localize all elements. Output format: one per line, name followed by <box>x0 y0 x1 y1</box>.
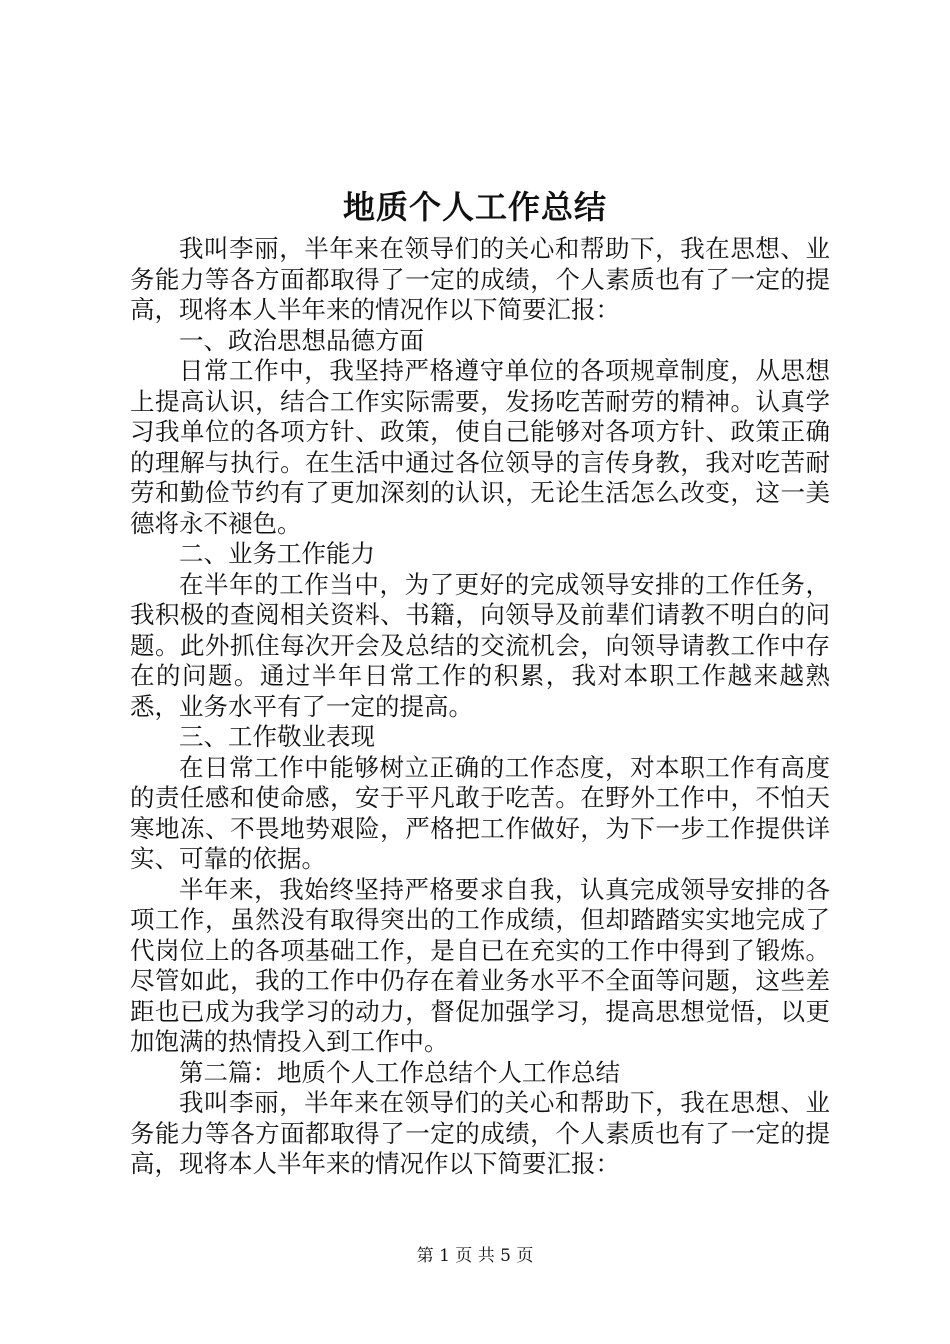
section-heading-political: 一、政治思想品德方面 <box>179 325 424 355</box>
paragraph-intro: 我叫李丽，半年来在领导们的关心和帮助下，我在思想、业务能力等各方面都取得了一定的成绩，个人素质也有了一定的提高，现将本人半年来的情况作以下简要汇报： <box>130 234 830 324</box>
paragraph-political: 日常工作中，我坚持严格遵守单位的各项规章制度，从思想上提高认识，结合工作实际需要，发扬吃苦耐劳的精神。认真学习我单位的各项方针、政策，使自己能够对各项方针、政策正确的理解与执行。在生活中通过各位领导的言传身教，我对吃苦耐劳和勤俭节约有了更加深刻的认识，无论生活怎么改变，这一美德将永不褪色。 <box>130 356 830 538</box>
section-heading-business: 二、业务工作能力 <box>179 539 375 568</box>
document-title: 地质个人工作总结 <box>342 188 607 226</box>
paragraph-summary: 半年来，我始终坚持严格要求自我，认真完成领导安排的各项工作，虽然没有取得突出的工作成绩，但却踏踏实实地完成了代岗位上的各项基础工作，是自已在充实的工作中得到了锻炼。尽管如此，我的工作中仍存在着业务水平不全面等问题，这些差距也已成为我学习的动力，督促加强学习，提高思想觉悟，以更加饱满的热情投入到工作中。 <box>130 874 830 1056</box>
section-heading-second-article: 第二篇：地质个人工作总结个人工作总结 <box>179 1057 620 1087</box>
paragraph-second-intro: 我叫李丽，半年来在领导们的关心和帮助下，我在思想、业务能力等各方面都取得了一定的成绩，个人素质也有了一定的提高，现将本人半年来的情况作以下简要汇报： <box>130 1088 830 1178</box>
section-heading-dedication: 三、工作敬业表现 <box>179 722 375 751</box>
page-number: 第 1 页 共 5 页 <box>416 1246 534 1266</box>
paragraph-business: 在半年的工作当中，为了更好的完成领导安排的工作任务，我积极的查阅相关资料、书籍，向领导及前辈们请教不明白的问题。此外抓住每次开会及总结的交流机会，向领导请教工作中存在的问题。通过半年日常工作的积累，我对本职工作越来越熟悉，业务水平有了一定的提高。 <box>130 569 830 721</box>
document-body <box>130 234 830 1180</box>
paragraph-dedication: 在日常工作中能够树立正确的工作态度，对本职工作有高度的责任感和使命感，安于平凡敢于吃苦。在野外工作中，不怕天寒地冻、不畏地势艰险，严格把工作做好，为下一步工作提供详实、可靠的依据。 <box>130 752 830 873</box>
